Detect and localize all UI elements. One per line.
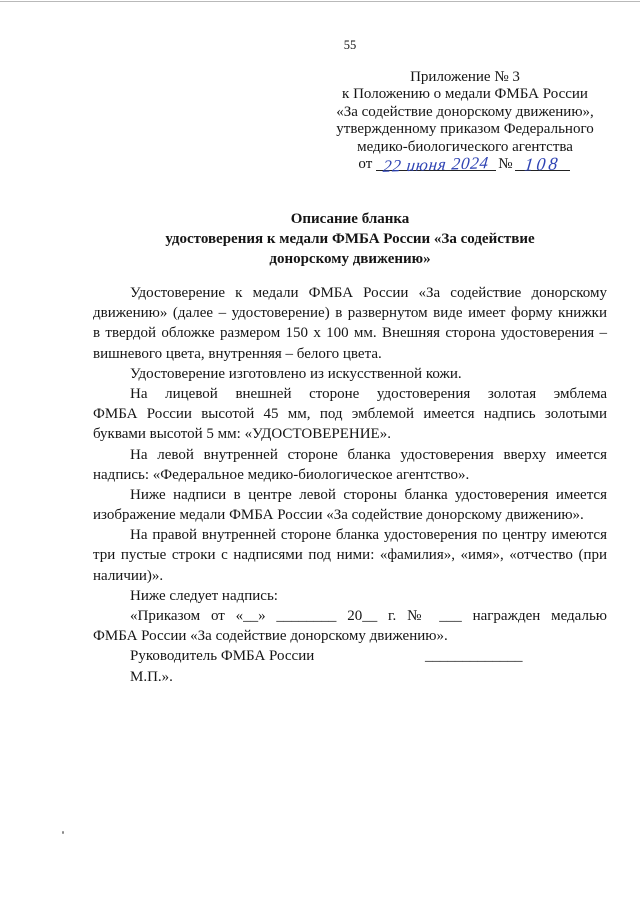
title-line: донорскому движению» [269,251,431,267]
handwritten-number: 108 [523,153,562,176]
body-line: три пустые строки с надписями под ними: «фамилия», «имя», «отчество (при [93,547,607,564]
body-line: Ниже надписи в центре левой стороны бланка удостоверения имеется [130,486,607,503]
number-blank [515,153,570,176]
scan-edge-line [0,1,640,2]
body-line: надпись: «Федеральное медико-биологическое агентство». [93,466,470,483]
body-line: вишневого цвета, внутренняя – белого цвета. [93,345,382,362]
date-prefix: от [358,156,373,173]
body-line: На лицевой внешней стороне удостоверения золотая эмблема [130,385,607,402]
signature-label: Руководитель ФМБА России [130,648,315,665]
body-line: изображение медали ФМБА России «За содействие донорскому движению». [93,507,584,524]
body-line: буквами высотой 5 мм: «УДОСТОВЕРЕНИЕ». [93,426,391,443]
appendix-header [330,69,600,177]
scan-artifact-dot [62,831,64,834]
body-line: На правой внутренней стороне бланка удостоверения по центру имеются [130,527,607,544]
document-body [93,283,607,687]
appendix-line: утвержденному приказом Федерального [336,121,594,138]
appendix-line: Приложение № 3 [410,69,520,85]
body-line: движению» (далее – удостоверение) в развернутом виде имеет форму книжки [93,305,607,322]
handwritten-date: 22 июня 2024 [382,153,491,177]
body-line: ФМБА России «За содействие донорскому движению». [93,628,448,645]
body-line: На левой внутренней стороне бланка удостоверения вверху имеется [130,446,607,463]
document-title [93,209,607,269]
closing-line: М.П.». [130,668,173,685]
signature-blank: _____________ [425,648,523,665]
body-line: ФМБА России высотой 45 мм, под эмблемой имеется надпись золотыми [93,406,607,423]
title-line: удостоверения к медали ФМБА России «За содействие [165,231,535,247]
appendix-date-line [330,153,600,177]
title-line: Описание бланка [290,211,410,227]
date-blank [376,153,496,177]
body-line: в твердой обложке размером 150 х 100 мм. Внешняя сторона удостоверения – [93,325,607,342]
body-line: Удостоверение к медали ФМБА России «За содействие донорскому [130,285,607,301]
appendix-line: к Положению о медали ФМБА России [342,86,588,103]
appendix-line: медико-биологического агентства [357,138,573,155]
number-sign: № [498,156,513,173]
body-line: Удостоверение изготовлено из искусственной кожи. [130,365,462,382]
body-line: «Приказом от «__» ________ 20__ г. № ___ награжден медалью [130,608,607,624]
body-line: Ниже следует надпись: [130,587,278,604]
page-number: 55 [343,38,357,52]
body-line: наличии)». [93,567,164,584]
appendix-line: «За содействие донорскому движению», [336,103,594,120]
signature-row [93,646,607,666]
